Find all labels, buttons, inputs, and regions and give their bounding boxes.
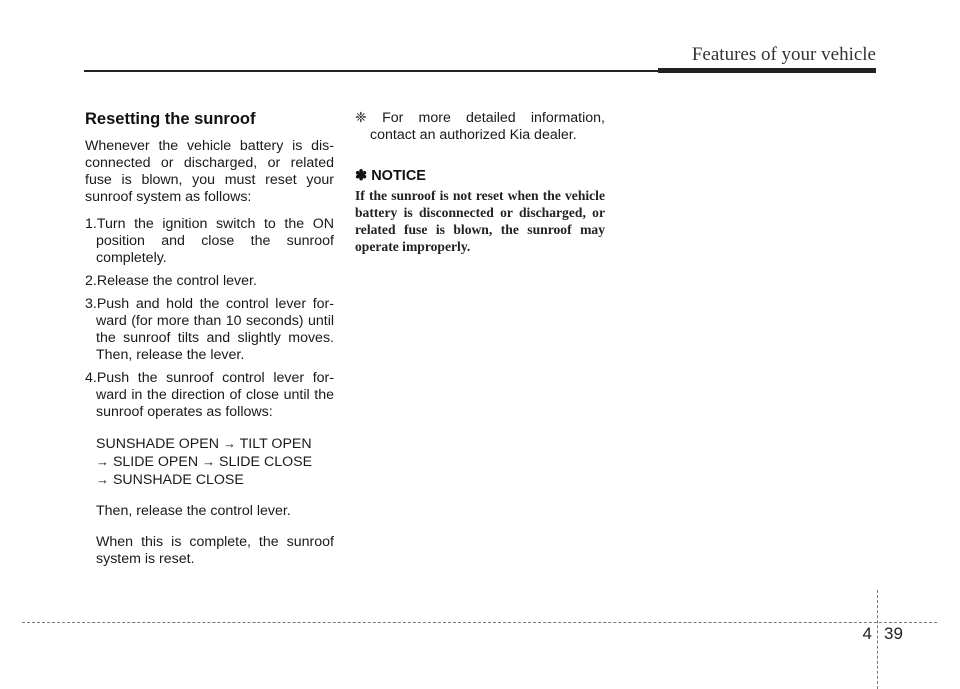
arrow-icon: → (222, 436, 236, 451)
step-4: 4.Push the sunroof control lever for-ward in the direction of close until the sunroof operates as follows: (85, 370, 334, 420)
sequence-item: TILT OPEN (239, 436, 312, 452)
info-note (355, 110, 605, 144)
sequence-item: SLIDE OPEN (112, 454, 199, 470)
intro-paragraph: Whenever the vehicle battery is dis-connected or discharged, or related fuse is blown, you must reset your sunroof system as follows: (85, 138, 334, 205)
header-rule-accent (658, 68, 876, 73)
footer-divider (877, 590, 878, 689)
sequence-item: SUNSHADE CLOSE (112, 472, 244, 488)
section-heading: Resetting the sunroof (85, 110, 256, 128)
step-2: 2.Release the control lever. (85, 273, 257, 289)
info-note-icon: ❈ (355, 110, 367, 126)
arrow-icon: → (96, 472, 109, 487)
page-header-title: Features of your vehicle (691, 44, 876, 65)
notice-heading (355, 168, 605, 184)
left-column (85, 110, 334, 568)
arrow-icon: → (202, 454, 216, 469)
step-1: 1.Turn the ignition switch to the ON position and close the sunroof completely. (85, 216, 334, 266)
step-3: 3.Push and hold the control lever for-ward (for more than 10 seconds) until the sunroof tilts and slightly moves. Then, release the lever. (85, 296, 334, 363)
page-number: 39 (884, 624, 903, 643)
notice-heading-label: NOTICE (371, 168, 426, 184)
info-note-text: For more detailed information, contact an authorized Kia dealer. (370, 110, 605, 143)
arrow-icon: → (96, 454, 109, 469)
header-rule (84, 70, 658, 72)
release-instruction: Then, release the control lever. (96, 503, 291, 519)
completion-note: When this is complete, the sunroof system is reset. (96, 534, 334, 567)
sequence-item: SUNSHADE OPEN (96, 436, 219, 452)
sequence-item: SLIDE CLOSE (219, 454, 313, 470)
notice-asterisk-icon: ✽ (355, 168, 368, 184)
operation-sequence (96, 435, 334, 489)
right-column (355, 110, 605, 255)
footer-rule (22, 622, 937, 623)
chapter-number: 4 (862, 624, 872, 643)
notice-body: If the sunroof is not reset when the vehicle battery is disconnected or discharged, or related fuse is blown, the sunroof may operate improperly. (355, 188, 605, 254)
